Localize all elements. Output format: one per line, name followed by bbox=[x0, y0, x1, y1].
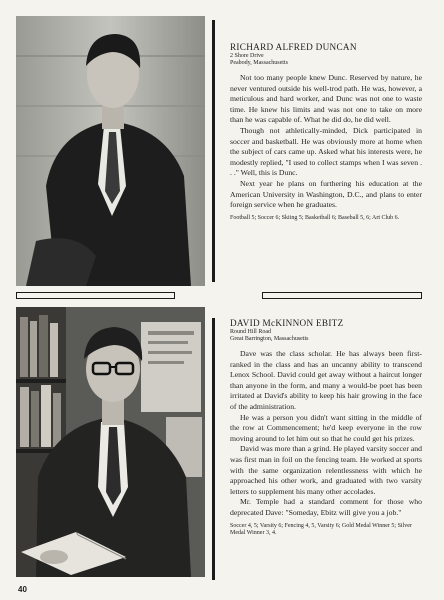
address-line: Great Barrington, Massachusetts bbox=[230, 336, 309, 342]
divider-horizontal bbox=[262, 292, 422, 299]
senior-bio-ebitz bbox=[230, 318, 422, 537]
page-number: 40 bbox=[18, 585, 27, 594]
bio-paragraph: He was a person you didn't want sitting in the middle of the row at Commencement; he'd keep everyone in the row moving around to let him out so that he could get his prizes. bbox=[230, 412, 422, 443]
bio-paragraph: David was more than a grind. He played varsity soccer and was first man in foil on the fencing team. He worked at sports with the same organization relentlessness with which he approached his other work, and graduated with two varsity letters to supplement his many other accolades. bbox=[230, 444, 422, 496]
address-line: Round Hill Road bbox=[230, 329, 272, 335]
address-line: 2 Shore Drive bbox=[230, 53, 264, 59]
senior-address bbox=[230, 329, 422, 343]
senior-address bbox=[230, 53, 422, 67]
divider-vertical bbox=[212, 20, 215, 282]
portrait-photo-duncan bbox=[16, 16, 205, 286]
bio-paragraph: Next year he plans on furthering his education at the American University in Washington, D.C., and plans to enter foreign service when he graduates. bbox=[230, 178, 422, 210]
activities-list: Football 5; Soccer 6; Skiing 5; Basketball 6; Baseball 5, 6; Art Club 6. bbox=[230, 214, 400, 221]
address-line: Peabody, Massachusetts bbox=[230, 60, 288, 66]
activities-list: Soccer 4, 5; Varsity 6; Fencing 4, 5, Varsity 6; Gold Medal Winner 5; Silver Medal Winner 3, 4. bbox=[230, 522, 412, 536]
senior-name: RICHARD ALFRED DUNCAN bbox=[230, 42, 357, 52]
bio-paragraph: Though not athletically-minded, Dick participated in soccer and basketball. He was obviously more at home when the subject of cars came up. Asked what his interests were, he modestly replied, "I used to collect stamps when I was seven . . ." Well, this is Dunc. bbox=[230, 125, 422, 178]
senior-bio-duncan bbox=[230, 42, 422, 222]
bio-paragraph: Not too many people knew Dunc. Reserved by nature, he never ventured outside his well-trod path. He was, however, a meticulous and hard worker, and Dunc was not one to waste time. He knew his limits and was not one to take on more than he was capable of. What he did do, he did well. bbox=[230, 73, 422, 125]
divider-horizontal bbox=[16, 292, 175, 299]
bio-paragraph: Dave was the class scholar. He has always been first-ranked in the class and has an uncanny ability to transcend Lenox School. David could get away without a haircut longer than anyone in the form, and many a would-be poet has been irritated at David's ability to keep his hair growing in the face of the administration. bbox=[230, 349, 422, 411]
senior-name: DAVID McKINNON EBITZ bbox=[230, 318, 344, 328]
divider-vertical bbox=[212, 318, 215, 580]
portrait-photo-ebitz bbox=[16, 307, 205, 577]
bio-paragraph: Mr. Temple had a standard comment for those who deprecated Dave: "Someday, Ebitz will give you a job." bbox=[230, 497, 422, 517]
